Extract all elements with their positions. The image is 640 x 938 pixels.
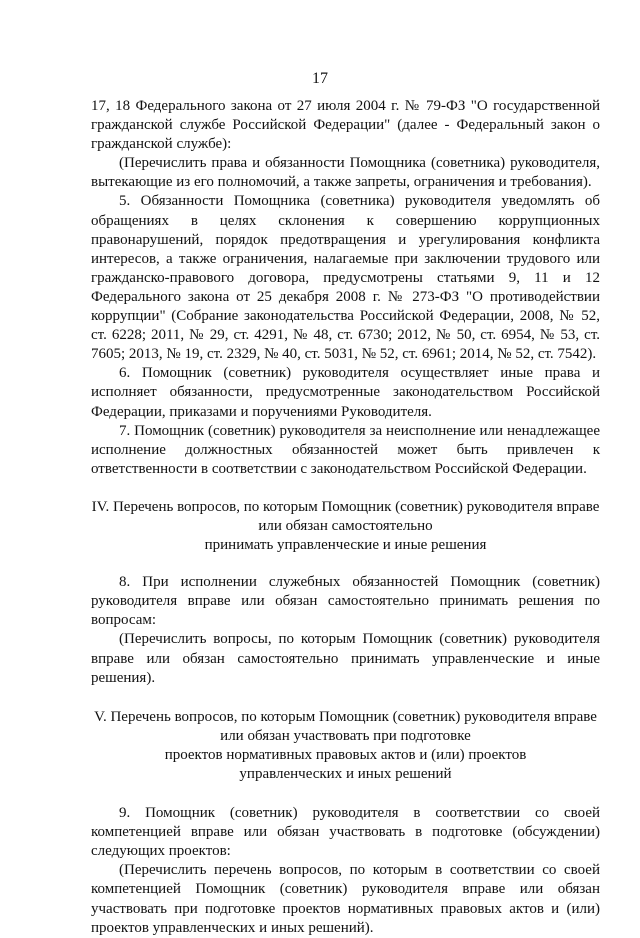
list-questions-paragraph: (Перечислить вопросы, по которым Помощник (советник) руководителя вправе или обязан самостоятельно принимать управленческие и иные решения). — [91, 631, 600, 686]
spacer — [91, 555, 600, 573]
section-4-heading-line: или обязан самостоятельно — [258, 517, 433, 534]
item-5-paragraph: 5. Обязанности Помощника (советника) руководителя уведомлять об обращениях в целях склонения к совершению коррупционных правонарушений, порядок предотвращения и урегулирования конфликта интересов, а также ограничения, налагаемые при заключении трудового или гражданско-правового договора, предусмотрены статьями 9, 11 и 12 Федерального закона от 25 декабря 2008 г. № 273-ФЗ "О противодействии коррупции" (Собрание законодательства Российской Федерации, 2008, № 52, ст. 6228; 2011, № 29, ст. 4291, № 48, ст. 6730; 2012, № 50, ст. 6954, № 53, ст. 7605; 2013, № 19, ст. 2329, № 40, ст. 5031, № 52, ст. 6961; 2014, № 52, ст. 7542). — [91, 193, 600, 363]
page-number: 17 — [312, 70, 328, 87]
section-5-heading — [91, 708, 600, 784]
spacer — [91, 479, 600, 498]
section-4-heading — [91, 498, 600, 555]
list-rights-paragraph: (Перечислить права и обязанности Помощника (советника) руководителя, вытекающие из его полномочий, а также запреты, ограничения и требования). — [91, 155, 600, 191]
section-5-heading-line: проектов нормативных правовых актов и (или) проектов — [164, 746, 527, 763]
intro-paragraph: 17, 18 Федерального закона от 27 июля 2004 г. № 79-ФЗ "О государственной гражданской службе Российской Федерации" (далее - Федеральный закон о гражданской службе): — [91, 98, 600, 153]
list-projects-paragraph: (Перечислить перечень вопросов, по которым в соответствии со своей компетенцией Помощник (советник) руководителя вправе или обязан участвовать при подготовке проектов нормативных правовых актов и (или) проектов управленческих и иных решений). — [91, 862, 600, 936]
section-4-heading-line: IV. Перечень вопросов, по которым Помощник (советник) руководителя вправе — [91, 498, 600, 515]
section-5-heading-line: V. Перечень вопросов, по которым Помощник (советник) руководителя вправе — [94, 708, 597, 725]
item-8-paragraph: 8. При исполнении служебных обязанностей Помощник (советник) руководителя вправе или обязан самостоятельно принимать решения по вопросам: — [91, 574, 600, 629]
spacer — [91, 784, 600, 804]
section-5-heading-line: управленческих и иных решений — [239, 766, 452, 782]
section-5-heading-line: или обязан участвовать при подготовке — [220, 727, 471, 744]
spacer — [91, 688, 600, 708]
item-6-paragraph: 6. Помощник (советник) руководителя осуществляет иные права и исполняет обязанности, предусмотренные законодательством Российской Федерации, приказами и поручениями Руководителя. — [91, 365, 600, 420]
item-9-paragraph: 9. Помощник (советник) руководителя в соответствии со своей компетенцией вправе или обязан участвовать в подготовке (обсуждении) следующих проектов: — [91, 805, 600, 860]
section-4-heading-line: принимать управленческие и иные решения — [204, 537, 487, 554]
item-7-paragraph: 7. Помощник (советник) руководителя за неисполнение или ненадлежащее исполнение должностных обязанностей может быть привлечен к ответственности в соответствии с законодательством Российской Федерации. — [91, 422, 600, 477]
document-body — [91, 97, 600, 938]
